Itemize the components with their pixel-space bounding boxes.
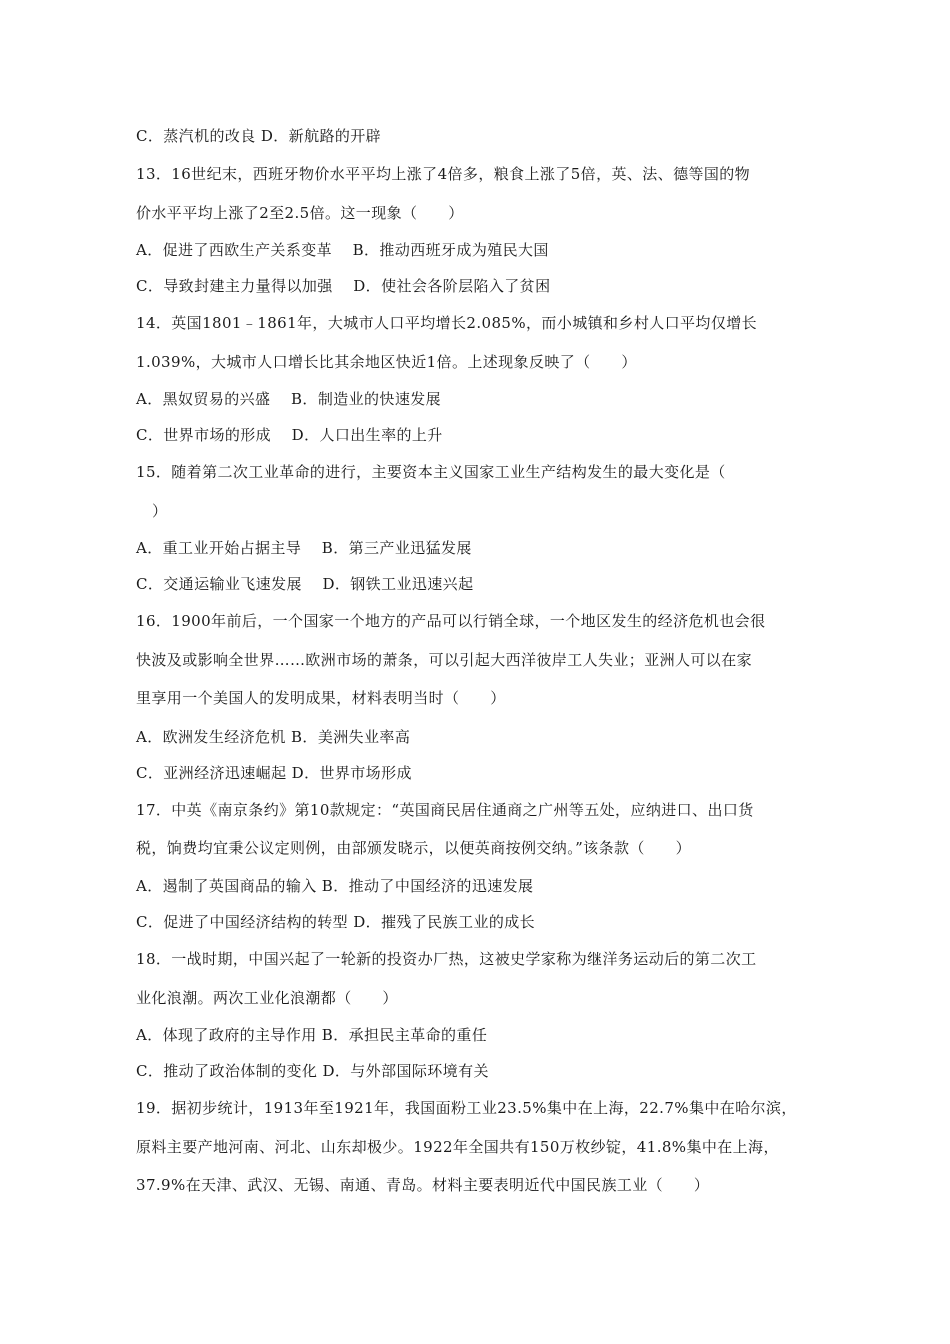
- q17-stem-line-2: 税，饷费均宜秉公议定则例，由部颁发晓示，以便英商按例交纳。”该条款（ ）: [136, 839, 691, 857]
- q18-stem-line-1: 18．一战时期，中国兴起了一轮新的投资办厂热，这被史学家称为继洋务运动后的第二次工: [136, 950, 757, 968]
- q16-stem-line-2: 快波及或影响全世界……欧洲市场的萧条，可以引起大西洋彼岸工人失业；亚洲人可以在家: [136, 651, 753, 669]
- q16-stem-line-3: 里享用一个美国人的发明成果，材料表明当时（ ）: [136, 689, 506, 707]
- q15-stem-line-1: 15．随着第二次工业革命的进行，主要资本主义国家工业生产结构发生的最大变化是（: [136, 463, 726, 481]
- q14-option-ab: A．黑奴贸易的兴盛 B．制造业的快速发展: [136, 390, 442, 408]
- q19-stem-line-3: 37.9%在天津、武汉、无锡、南通、青岛。材料主要表明近代中国民族工业（ ）: [136, 1176, 710, 1194]
- q19-stem-line-2: 原料主要产地河南、河北、山东却极少。1922年全国共有150万枚纱锭，41.8%集中在上海，: [136, 1138, 779, 1156]
- q17-option-ab: A．遏制了英国商品的输入 B．推动了中国经济的迅速发展: [136, 877, 534, 895]
- q14-stem-line-2: 1.039%，大城市人口增长比其余地区快近1倍。上述现象反映了（ ）: [136, 353, 637, 371]
- q15-stem-line-2: ）: [152, 502, 168, 520]
- q13-option-cd: C．导致封建主力量得以加强 D．使社会各阶层陷入了贫困: [136, 277, 551, 295]
- q16-option-ab: A．欧洲发生经济危机 B．美洲失业率高: [136, 728, 411, 746]
- q16-stem-line-1: 16．1900年前后，一个国家一个地方的产品可以行销全球，一个地区发生的经济危机也会很: [136, 612, 766, 630]
- q13-stem-line-2: 价水平平均上涨了2至2.5倍。这一现象（ ）: [136, 204, 464, 222]
- q12-option-cd: C．蒸汽机的改良 D．新航路的开辟: [136, 127, 382, 145]
- q19-stem-line-1: 19．据初步统计，1913年至1921年，我国面粉工业23.5%集中在上海，22.7%集中在哈尔滨，: [136, 1099, 797, 1117]
- q18-stem-line-2: 业化浪潮。两次工业化浪潮都（ ）: [136, 989, 398, 1007]
- q15-option-cd: C．交通运输业飞速发展 D．钢铁工业迅速兴起: [136, 575, 474, 593]
- q17-stem-line-1: 17．中英《南京条约》第10款规定：“英国商民居住通商之广州等五处，应纳进口、出口货: [136, 801, 754, 819]
- q17-option-cd: C．促进了中国经济结构的转型 D．摧残了民族工业的成长: [136, 913, 536, 931]
- q13-option-ab: A．促进了西欧生产关系变革 B．推动西班牙成为殖民大国: [136, 241, 549, 259]
- q18-option-cd: C．推动了政治体制的变化 D．与外部国际环境有关: [136, 1062, 489, 1080]
- q14-stem-line-1: 14．英国1801﹣1861年，大城市人口平均增长2.085%，而小城镇和乡村人口平均仅增长: [136, 314, 758, 332]
- q13-stem-line-1: 13．16世纪末，西班牙物价水平平均上涨了4倍多，粮食上涨了5倍，英、法、德等国的物: [136, 165, 751, 183]
- q15-option-ab: A．重工业开始占据主导 B．第三产业迅猛发展: [136, 539, 472, 557]
- q18-option-ab: A．体现了政府的主导作用 B．承担民主革命的重任: [136, 1026, 488, 1044]
- q14-option-cd: C．世界市场的形成 D．人口出生率的上升: [136, 426, 443, 444]
- q16-option-cd: C．亚洲经济迅速崛起 D．世界市场形成: [136, 764, 412, 782]
